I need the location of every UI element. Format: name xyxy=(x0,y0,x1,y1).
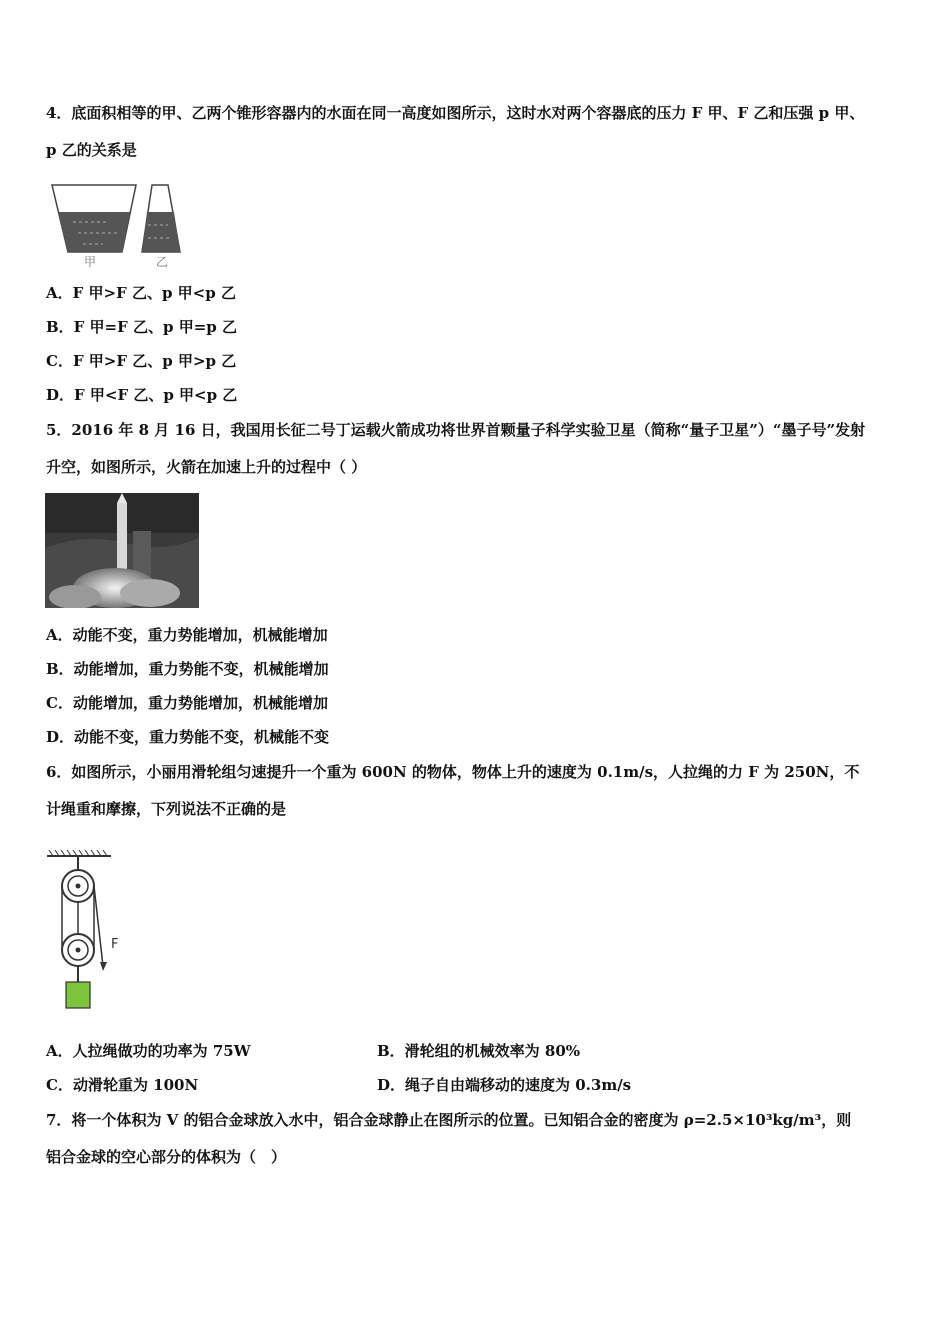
label-yi: 乙 xyxy=(156,255,169,269)
rocket-launch-photo xyxy=(45,493,199,608)
q5-option-c: C．动能增加，重力势能增加，机械能增加 xyxy=(46,694,328,712)
q4-containers-figure xyxy=(48,180,198,270)
q4-option-c: C．F 甲>F 乙、p 甲>p 乙 xyxy=(46,352,237,370)
q6-option-c: C．动滑轮重为 100N xyxy=(46,1076,199,1094)
q6-stem-line2: 计绳重和摩擦，下列说法不正确的是 xyxy=(46,800,287,818)
water-yi xyxy=(142,212,180,252)
q6-stem-line1: 6．如图所示，小丽用滑轮组匀速提升一个重为 600N 的物体，物体上升的速度为 0.1m/s，人拉绳的力 F 为 250N，不 xyxy=(46,763,860,781)
q6-option-a: A．人拉绳做功的功率为 75W xyxy=(46,1042,251,1060)
q5-option-d: D．动能不变，重力势能不变，机械能不变 xyxy=(46,728,330,746)
weight-block xyxy=(66,982,90,1008)
q4-option-a: A．F 甲>F 乙、p 甲<p 乙 xyxy=(46,284,236,302)
q4-option-b: B．F 甲=F 乙、p 甲=p 乙 xyxy=(46,318,237,336)
q5-option-a: A．动能不变，重力势能增加，机械能增加 xyxy=(46,626,328,644)
force-arrow xyxy=(100,962,107,971)
q4-option-d: D．F 甲<F 乙、p 甲<p 乙 xyxy=(46,386,238,404)
q6-option-b: B．滑轮组的机械效率为 80% xyxy=(377,1042,581,1060)
force-label: F xyxy=(111,937,119,952)
water-jia xyxy=(58,212,130,252)
q5-stem-line1: 5．2016 年 8 月 16 日，我国用长征二号丁运载火箭成功将世界首颗量子科学实验卫星（简称“量子卫星”）“墨子号”发射 xyxy=(46,421,866,439)
q4-stem-line1: 4．底面积相等的甲、乙两个锥形容器内的水面在同一高度如图所示，这时水对两个容器底的压力 F 甲、F 乙和压强 p 甲、 xyxy=(46,104,865,122)
q5-option-b: B．动能增加，重力势能不变，机械能增加 xyxy=(46,660,329,678)
q7-stem-line2: 铝合金球的空心部分的体积为（ ） xyxy=(46,1148,287,1166)
label-jia: 甲 xyxy=(84,255,97,269)
pulley-system-figure xyxy=(45,848,135,1013)
rocket-body xyxy=(117,503,127,575)
q5-stem-line2: 升空，如图所示，火箭在加速上升的过程中（ ） xyxy=(46,458,367,476)
q6-option-d: D．绳子自由端移动的速度为 0.3m/s xyxy=(377,1076,632,1094)
free-rope xyxy=(94,886,103,966)
q7-stem-line1: 7．将一个体积为 V 的铝合金球放入水中，铝合金球静止在图所示的位置。已知铝合金的密度为 ρ=2.5×10³kg/m³，则 xyxy=(46,1111,852,1129)
q4-stem-line2: p 乙的关系是 xyxy=(46,141,137,159)
